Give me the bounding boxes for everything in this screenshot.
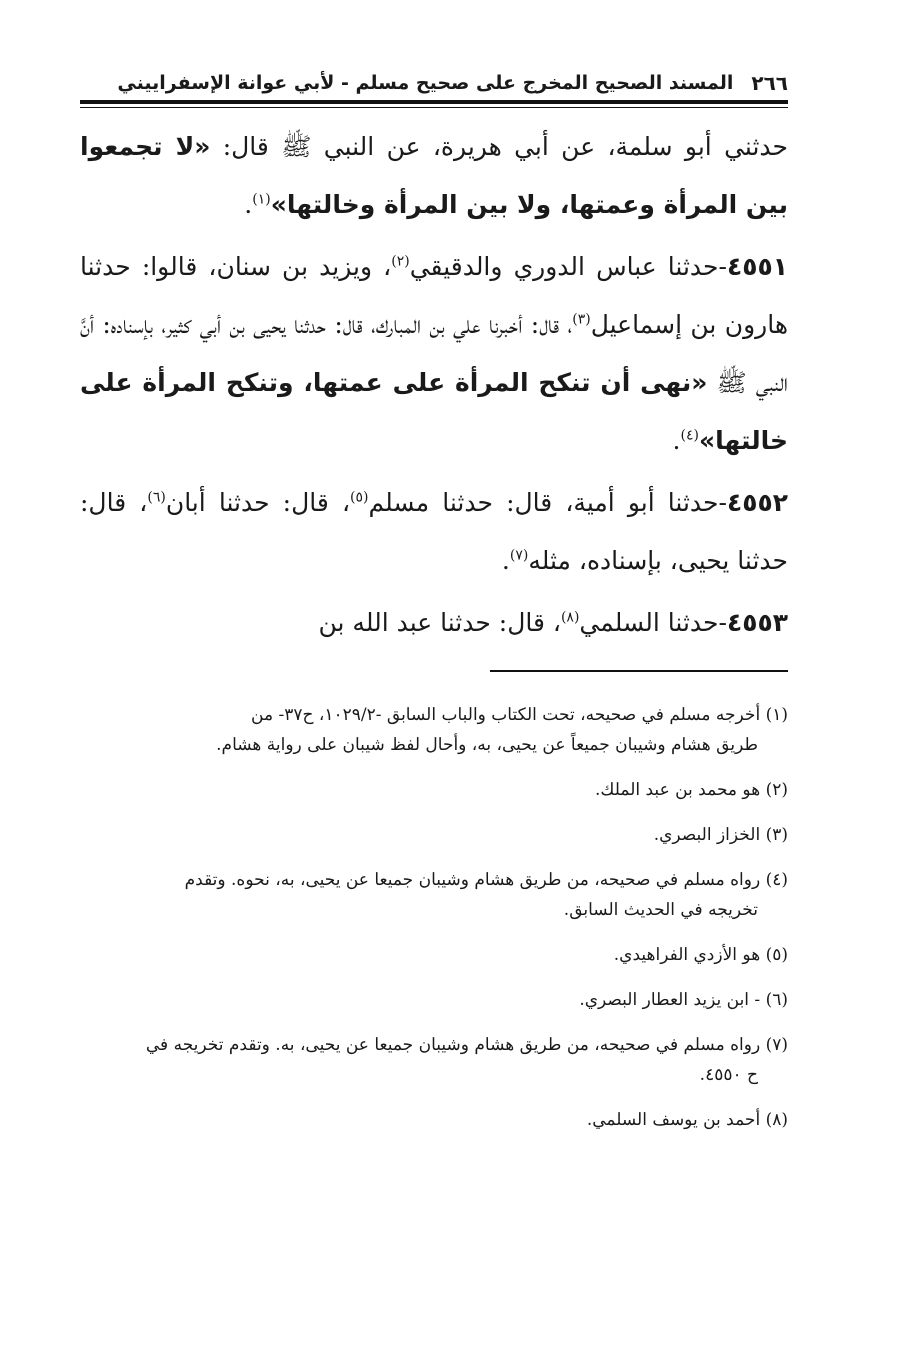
p3-text-a: -حدثنا أبو أمية، قال: حدثنا مسلم (368, 488, 727, 517)
header-rule-thin (80, 107, 788, 108)
running-header (80, 66, 788, 100)
paragraph-4 (80, 594, 788, 652)
hadith-number-4552: ٤٥٥٢ (726, 488, 788, 517)
footnote-number: (٨) (765, 1110, 788, 1130)
p2-text-c: ، قال: أخبرنا علي بن المبارك، قال: حدثنا يحيى بن أبي كثير، بإسناده: أنَّ النبي ﷺ (80, 310, 788, 397)
footnote-number: (٦) (765, 990, 788, 1010)
footnote-ref-1: (١) (252, 191, 271, 208)
p2-end: . (672, 426, 681, 455)
hadith-number-4551: ٤٥٥١ (726, 252, 788, 281)
footnote-ref-6: (٦) (147, 489, 166, 506)
p2-text-a: -حدثنا عباس الدوري والدقيقي (409, 252, 727, 281)
p2-text-b: ، ويزيد بن سنان، قالوا: حدثنا هارون بن إسماعيل (80, 252, 789, 339)
footnote-text: - ابن يزيد العطار البصري. (579, 990, 761, 1010)
footnote (80, 775, 788, 805)
footnote-number: (١) (765, 705, 788, 725)
paragraph-1 (80, 118, 788, 234)
footnote-text-continued: طريق هشام وشيبان جميعاً عن يحيى، به، وأحال لفظ شيبان على رواية هشام. (216, 735, 758, 755)
footnote-number: (٥) (765, 945, 788, 965)
footnote-number: (٧) (765, 1035, 788, 1055)
footnote-text-continued: ح ٤٥٥٠. (699, 1065, 758, 1085)
footnote-number: (٤) (765, 870, 788, 890)
page-number: ٢٦٦ (751, 71, 788, 95)
footnote-ref-5: (٥) (350, 489, 369, 506)
p3-text-c: ، قال: حدثنا يحيى، بإسناده، مثله (80, 488, 788, 575)
paragraph-2 (80, 238, 788, 470)
footnote (80, 940, 788, 970)
footnote-text: هو الأزدي الفراهيدي. (613, 945, 761, 965)
footnote-separator (490, 670, 788, 672)
footnote-number: (٣) (765, 825, 788, 845)
p1-text: حدثني أبو سلمة، عن أبي هريرة، عن النبي ﷺ قال: (210, 132, 788, 161)
footnote-ref-2: (٢) (391, 253, 410, 270)
main-text (80, 118, 788, 656)
footnote (80, 865, 788, 925)
footnote-ref-8: (٨) (560, 609, 580, 626)
book-title: المسند الصحيح المخرج على صحيح مسلم - لأبي عوانة الإسفراييني (117, 72, 734, 94)
footnotes (80, 700, 788, 1150)
footnote (80, 1030, 788, 1090)
footnote-text: رواه مسلم في صحيحه، من طريق هشام وشيبان جميعا عن يحيى، به، نحوه. وتقدم (184, 870, 761, 890)
p4-text-b: ، قال: حدثنا عبد الله بن (318, 608, 561, 637)
footnote (80, 700, 788, 760)
footnote (80, 820, 788, 850)
footnote (80, 985, 788, 1015)
p3-end: . (501, 546, 510, 575)
footnote-text-continued: تخريجه في الحديث السابق. (563, 900, 758, 920)
footnote-text: أحمد بن يوسف السلمي. (586, 1110, 761, 1130)
footnote-number: (٢) (765, 780, 788, 800)
footnote (80, 1105, 788, 1135)
footnote-ref-3: (٣) (572, 311, 591, 328)
footnote-ref-7: (٧) (509, 547, 529, 564)
p1-end: . (244, 190, 253, 219)
p3-text-b: ، قال: حدثنا أبان (165, 488, 351, 517)
footnote-text: هو محمد بن عبد الملك. (595, 780, 761, 800)
footnote-text: أخرجه مسلم في صحيحه، تحت الكتاب والباب السابق -١٠٢٩/٢، ح٣٧- من (251, 705, 761, 725)
footnote-ref-4: (٤) (680, 427, 699, 444)
footnote-text: رواه مسلم في صحيحه، من طريق هشام وشيبان جميعا عن يحيى، به. وتقدم تخريجه في (145, 1035, 761, 1055)
paragraph-3 (80, 474, 788, 590)
footnote-text: الخزاز البصري. (653, 825, 761, 845)
header-rule-thick (80, 100, 788, 104)
p1-hadith-text: «لا تجمعوا بين المرأة وعمتها، ولا بين المرأة وخالتها» (80, 132, 788, 219)
hadith-number-4553: ٤٥٥٣ (726, 608, 788, 637)
p4-text-a: -حدثنا السلمي (579, 608, 727, 637)
p2-hadith-text: «نهى أن تنكح المرأة على عمتها، وتنكح المرأة على خالتها» (80, 368, 788, 455)
